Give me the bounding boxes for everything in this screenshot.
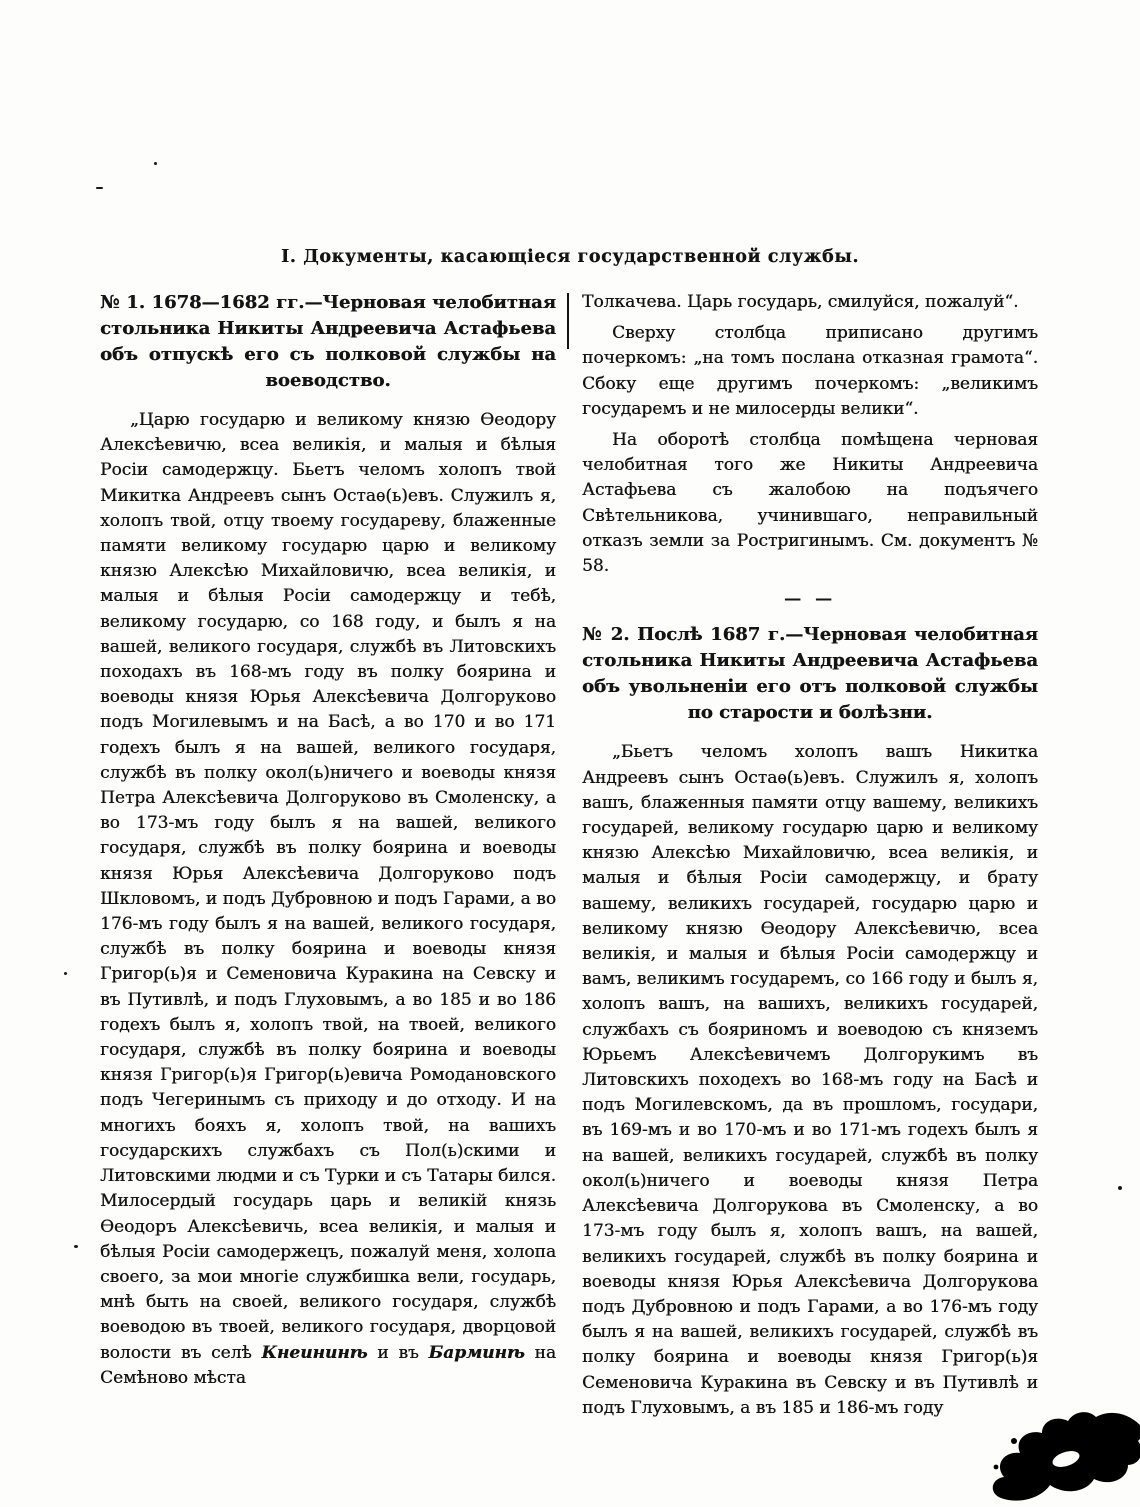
document-1-body: „Царю государю и великому князю Ѳеодору Алексѣевичю, всеа великія, и малыя и бѣлыя Росіи самодержцу. Бьетъ челомъ холопъ твой Микитка Андреевъ сынъ Остаѳ(ь)евъ. Служилъ я, холопъ твой, отцу твоему государеву, блаженные памяти великому государю царю и великому князю Алексѣю Михайловичю, всеа великія, и малыя и бѣлыя Росіи самодержцу и тебѣ, великому государю, со 168 году, и былъ я на вашей, великого государя, службѣ въ Литовскихъ походахъ въ 168-мъ году въ полку боярина и воеводы князя Юрья Алексѣевича Долгоруково подъ Могилевымъ и на Басѣ, а во 170 и во 171 годехъ былъ я на вашей, великого государя, службѣ въ полку окол(ь)ничего и воеводы князя Петра Алексѣевича Долгоруково въ Смоленску, а во 173-мъ году былъ я на вашей, великого государя, службѣ въ полку боярина и воеводы князя Юрья Алексѣевича Долгоруково подъ Шкловомъ, и подъ Дубровною и подъ Гарами, а во 176-мъ году былъ я на вашей, великого государя, службѣ въ полку боярина и воеводы князя Григор(ь)я и Семеновича Куракина на Севску и въ Путивлѣ, и подъ Глуховымъ, а во 185 и во 186 годехъ былъ я, холопъ твой, на твоей, великого государя, службѣ въ полку боярина и воеводы князя Григор(ь)я Григор(ь)евича Ромодановского подъ Чегеринымъ съ приходу и до отходу. И на многихъ бояхъ я, холопъ твой, на вашихъ государскихъ службахъ съ Пол(ь)скими и Литовскими людми и съ Турки и съ Татары бился. Милосердый государь царь и великій князь Ѳеодоръ Алексѣевичь, всеа великія, и малыя и бѣлыя Росіи самодержецъ, пожалуй меня, холопа своего, за мои многіе службишка вели, государь, мнѣ быть на своей, великого государя, службѣ воеводою въ твоей, великого государя, дворцовой волости въ селѣ Кнеининѣ и въ Барминѣ на Семѣново мѣста	[100, 410, 556, 1388]
ink-speck	[74, 1245, 78, 1248]
document-1-note-reverse: На оборотѣ столбца помѣщена черновая челобитная того же Никиты Андреевича Астафьева съ жалобою на подъячего Свѣтельникова, учинившаго, неправильный отказъ земли за Ростригинымъ. См. документъ № 58.	[582, 430, 1038, 577]
left-column	[100, 290, 556, 1421]
ink-speck	[96, 187, 103, 189]
document-1-body-continuation: Толкачева. Царь государь, смилуйся, пожалуй“.	[582, 292, 1019, 312]
ink-speck	[154, 162, 157, 165]
ink-blot-shape	[970, 1407, 1140, 1507]
two-column-text-block	[100, 290, 1038, 1421]
document-2-body: „Бьетъ челомъ холопъ вашъ Никитка Андреевъ сынъ Остаѳ(ь)евъ. Служилъ я, холопъ вашъ, блаженныя памяти отцу вашему, великихъ государей, великому государю царю и великому князю Алексѣю Михайловичю, всеа великія, и малыя и бѣлыя Росіи самодержцу, и брату вашему, великихъ государей, государю царю и великому князю Ѳеодору Алексѣевичю, всеа великія, и малыя и бѣлыя Росіи самодержцу и вамъ, великимъ государемъ, со 166 году и былъ я, холопъ вашъ, на вашихъ, великихъ государей, службахъ съ бояриномъ и воеводою съ княземъ Юрьемъ Алексѣевичемъ Долгорукимъ въ Литовскихъ походехъ во 168-мъ году на Басѣ и подъ Могилевскомъ, да въ прошломъ, государи, въ 169-мъ и во 170-мъ и во 171-мъ годехъ былъ я на вашей, великихъ государей, службѣ въ полку окол(ь)ничего и воеводы князя Петра Алексѣевича Долгорукова въ Смоленску, а во 173-мъ году былъ я, холопъ вашъ, на вашей, великихъ государей, службѣ въ полку боярина и воеводы князя Юрья Алексѣевича Долгорукова подъ Дубровною и подъ Гарами, а во 176-мъ году былъ я на вашей, великихъ государей, службѣ въ полку боярина и воеводы князя Григор(ь)я Семеновича Куракина въ Севску и въ Путивлѣ и подъ Глуховымъ, а въ 185 и 186-мъ году	[582, 742, 1038, 1418]
document-1-title: № 1. 1678—1682 гг.—Черновая челобитная стольника Никиты Андреевича Астафьева объ отпускѣ его съ полковой службы на воеводство.	[100, 292, 556, 391]
ink-speck	[1118, 1186, 1122, 1190]
right-column	[582, 290, 1038, 1421]
section-header: I. Документы, касающіеся государственной службы.	[280, 247, 860, 267]
document-1-note-overwriting: Сверху столбца приписано другимъ почеркомъ: „на томъ послана отказная грамота“. Сбоку еще другимъ почеркомъ: „великимъ государемъ и не милосерды велики“.	[582, 323, 1038, 419]
documents-separator: — —	[784, 589, 836, 610]
ink-speck	[64, 972, 67, 975]
ink-blot	[970, 1407, 1140, 1507]
document-2-title: № 2. Послѣ 1687 г.—Черновая челобитная стольника Никиты Андреевича Астафьева объ увольненіи его отъ полковой службы по старости и болѣзни.	[582, 624, 1038, 724]
